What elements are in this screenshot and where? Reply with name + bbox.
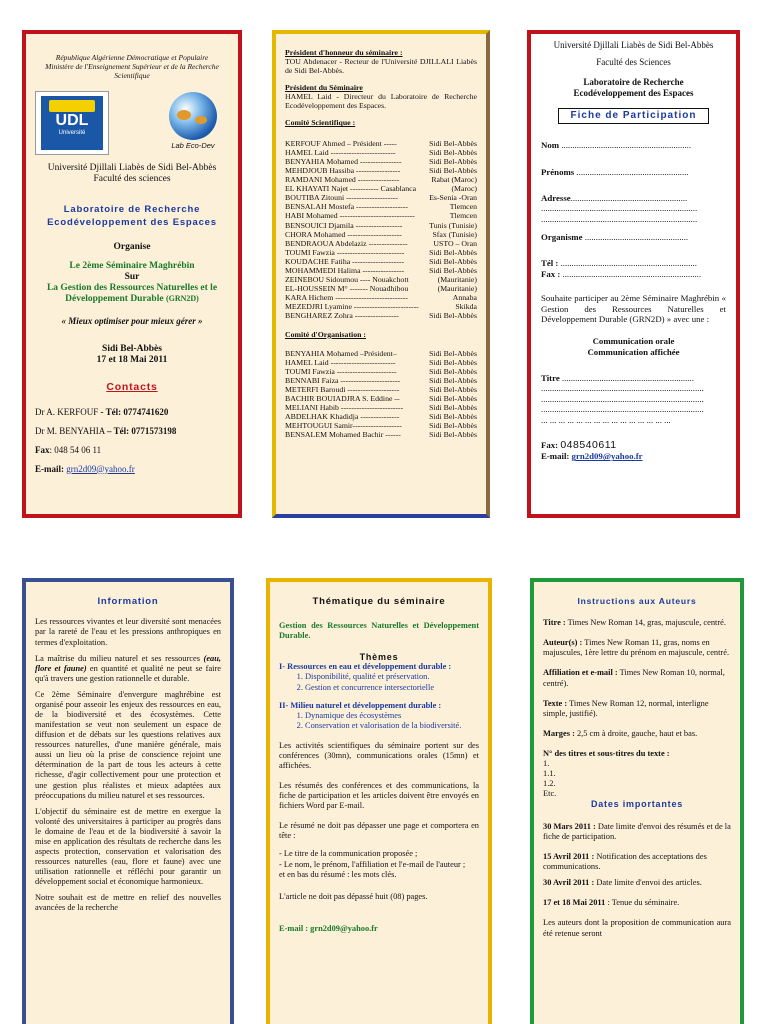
organisation-member bbox=[285, 412, 477, 421]
date-4-date: 17 et 18 Mai 2011 bbox=[543, 898, 606, 908]
scientific-member-place: (Mauritanie) bbox=[437, 274, 477, 284]
scientific-member bbox=[285, 211, 477, 220]
form-email-label: E-mail: bbox=[541, 451, 570, 462]
date-2-text: Notification des acceptations des communications. bbox=[543, 852, 707, 872]
organisation-member-name: BENNABI Faiza ----------------------- bbox=[285, 375, 401, 385]
organisation-member-place: Sidi Bel-Abbès bbox=[429, 375, 477, 385]
organisation-member bbox=[285, 430, 477, 439]
organisation-member-name: BENYAHIA Mohamed –Président– bbox=[285, 348, 397, 358]
organisation-member bbox=[285, 358, 477, 367]
scientific-member bbox=[285, 221, 477, 230]
scientific-member-name: BENDRAOUA Abdelaziz --------------- bbox=[285, 238, 408, 248]
organisation-member bbox=[285, 403, 477, 412]
lab-name: Laboratoire de Recherche Ecodéveloppement des Espaces bbox=[47, 203, 217, 229]
instr-auteurs bbox=[543, 638, 731, 658]
info-p2-a: La maîtrise du milieu naturel et ses ressources bbox=[35, 653, 204, 663]
scientific-member-name: HAMEL Laid ------------------------- bbox=[285, 148, 396, 158]
date-3 bbox=[543, 878, 731, 888]
organisation-member-place: Sidi Bel-Abbès bbox=[429, 385, 477, 394]
honor-text: TOU Abdenacer - Recteur de l'Université DJILLALI Liabès de Sidi Bel-Abbès. bbox=[285, 57, 477, 76]
organisme-label: Organisme bbox=[541, 232, 583, 243]
organise-text: Organise bbox=[113, 241, 151, 252]
organisation-member-place: Sidi Bel-Abbès bbox=[429, 403, 477, 413]
instr-titre-label: Titre : bbox=[543, 618, 566, 628]
numbering-item: Etc. bbox=[543, 789, 557, 799]
acronym-text: (GRN2D) bbox=[165, 294, 199, 304]
instr-auteurs-label: Auteur(s) : bbox=[543, 638, 583, 648]
scientific-member-name: KARA Hichem ---------------------------- bbox=[285, 292, 408, 302]
adresse-label: Adresse bbox=[541, 192, 571, 203]
instr-marges bbox=[543, 729, 731, 739]
instr-last: Les auteurs dont la proposition de communication aura été retenue seront bbox=[543, 918, 731, 938]
panel-thematique bbox=[266, 578, 492, 1024]
scientific-member-name: CHORA Mohamed --------------------- bbox=[285, 229, 402, 239]
scientific-member-name: KOUDACHE Fatiha -------------------- bbox=[285, 256, 405, 266]
scientific-member-name: BENGHAREZ Zohra ----------------- bbox=[285, 310, 399, 320]
info-p4: L'objectif du séminaire est de mettre en exergue la volonté des universitaires à participer au progrès dans le domaine de l'eau et de la biodiversité à savoir la mise en application des résultats de recherche dans les aspects protection, conservation et valorisation des ressources naturelles (eau, flore et faune) avec une utilisation rationnelle et réfléchi pour garantir un développement social et économique harmonieux. bbox=[35, 806, 221, 887]
scientific-member bbox=[285, 157, 477, 166]
logo-bar-icon bbox=[49, 100, 95, 112]
tel-field[interactable]: Tél : .............................................................. bbox=[541, 258, 697, 269]
univ-logo-label: Université bbox=[58, 129, 86, 136]
numbering-item: 1. bbox=[543, 758, 550, 768]
theme-2-item: 2. Conservation et valorisation de la biodiversité. bbox=[305, 721, 479, 731]
lab-logo bbox=[157, 92, 229, 154]
scientific-member-name: RAMDANI Mohamed ---------------- bbox=[285, 175, 400, 185]
contact-1-name: Dr A. KERFOUF bbox=[35, 406, 99, 417]
scientific-member-place: USTO – Oran bbox=[433, 238, 477, 248]
organisation-member-name: BENSALEM Mohamed Bachir ------ bbox=[285, 430, 401, 440]
scientific-member-name: BOUTIBA Zitouni -------------------- bbox=[285, 193, 399, 203]
motto: « Mieux optimiser pour mieux gérer » bbox=[61, 315, 203, 326]
scientific-member bbox=[285, 275, 477, 284]
scientific-member-place: Tlemcen bbox=[449, 202, 477, 212]
form-lab: Laboratoire de Recherche Ecodéveloppement des Espaces bbox=[573, 77, 694, 98]
nom-label: Nom bbox=[541, 140, 560, 151]
info-p3: Ce 2ème Séminaire d'envergure maghrébine est organisé pour asseoir les enjeux des ressources en eau, de la biodiversité et des écosystèmes. Cette manifestation se veut non seulement un espace de diffusion et de débats sur les questions relatives aux ressources naturelles, d'une manière générale, mais aussi un lieu où la prise de conscience rejoint une détermination de la part de tous les acteurs à cette richesse, d'agir collectivement pour une protection et une gestion plus réalistes et mieux adaptées aux préoccupations du milieu naturel et ses ressources. bbox=[35, 689, 221, 800]
scientific-member-place: Sidi Bel-Abbès bbox=[429, 256, 477, 266]
date-2-date: 15 Avril 2011 : bbox=[543, 852, 595, 862]
date-2 bbox=[543, 852, 731, 872]
organisation-member bbox=[285, 367, 477, 376]
sur-text: Sur bbox=[124, 271, 140, 282]
organisation-member bbox=[285, 349, 477, 358]
scientific-member bbox=[285, 302, 477, 311]
scientific-member bbox=[285, 248, 477, 257]
scientific-member bbox=[285, 239, 477, 248]
nom-field[interactable]: Nom ........................................................... bbox=[541, 140, 692, 151]
them-p4b: - Le nom, le prénom, l'affiliation et l'e-mail de l'auteur ; bbox=[279, 859, 466, 869]
scientific-member bbox=[285, 257, 477, 266]
organisation-member-name: ABDELHAK Khadidja --------------- bbox=[285, 412, 400, 422]
organisation-member-place: Sidi Bel-Abbès bbox=[429, 412, 477, 422]
contact-2-name: Dr M. BENYAHIA bbox=[35, 425, 105, 436]
lab-logo-label: Lab Eco-Dev bbox=[171, 140, 215, 150]
theme-1-item: 2. Gestion et concurrence intersectorielle bbox=[305, 683, 479, 693]
organisation-member-name: TOUMI Fawzia ----------------------- bbox=[285, 366, 397, 376]
place: Sidi Bel-Abbès bbox=[102, 344, 162, 355]
instr-texte-label: Texte : bbox=[543, 698, 568, 708]
fax-label: Fax : bbox=[541, 268, 561, 279]
organisation-member-place: Sidi Bel-Abbès bbox=[429, 348, 477, 358]
scientific-member bbox=[285, 184, 477, 193]
organisation-title: Comité d'Organisation : bbox=[285, 329, 366, 339]
instr-texte-text: Times New Roman 12, normal, interligne simple, justifié). bbox=[543, 698, 709, 718]
them-p4a: - Le titre de la communication proposée ; bbox=[279, 849, 418, 859]
info-title: Information bbox=[97, 596, 159, 607]
prenoms-field[interactable]: Prénoms ................................................... bbox=[541, 166, 689, 177]
instr-titre bbox=[543, 618, 731, 628]
scientific-member-name: EL-HOUSSEIN M° ------- Nouadhibou bbox=[285, 283, 409, 293]
scientific-member-place: Tlemcen bbox=[449, 211, 477, 221]
scientific-member bbox=[285, 166, 477, 175]
theme-2-item: 1. Dynamique des écosystèmes bbox=[305, 711, 479, 721]
titre-field[interactable]: Titre ............................................................ .......................................................................... .......................................................................... .......................................................................... ... ... ... ... ... ... ... ... ... ... ... ... ... ... ... bbox=[541, 373, 704, 425]
form-email-link[interactable]: grn2d09@yahoo.fr bbox=[571, 451, 643, 462]
scientific-member-place: Es-Senia -Oran bbox=[429, 193, 477, 203]
theme-1-item: 1. Disponibilité, qualité et préservation. bbox=[305, 672, 479, 682]
date-1-text: Date limite d'envoi des résumés et de la fiche de participation. bbox=[543, 822, 731, 842]
organisation-member-place: Sidi Bel-Abbès bbox=[429, 430, 477, 440]
scientific-member-name: MEZEDJRI Lyamine ------------------------- bbox=[285, 301, 419, 311]
scientific-member bbox=[285, 139, 477, 148]
dates-title: Dates importantes bbox=[590, 799, 684, 810]
numbering-list bbox=[543, 759, 731, 799]
form-faculty: Faculté des Sciences bbox=[596, 56, 671, 67]
scientific-member-place: Sidi Bel-Abbès bbox=[429, 265, 477, 275]
scientific-member-place: Sidi Bel-Abbès bbox=[429, 310, 477, 320]
president-title: Président du Séminaire bbox=[285, 83, 363, 93]
scientific-member bbox=[285, 175, 477, 184]
scientific-member-place: Sidi Bel-Abbès bbox=[429, 139, 477, 149]
scientific-member bbox=[285, 284, 477, 293]
contact-2 bbox=[35, 422, 229, 441]
scientific-member bbox=[285, 266, 477, 275]
themes-heading: Thèmes bbox=[359, 651, 399, 662]
dates: 17 et 18 Mai 2011 bbox=[96, 355, 168, 366]
info-p2-b: (eau, flore et faune) bbox=[35, 653, 221, 673]
scientific-member-place: Annaba bbox=[452, 292, 477, 302]
scientific-member-name: MEHDJOUB Hassiba ----------------- bbox=[285, 166, 401, 176]
organisation-member bbox=[285, 376, 477, 385]
instr-texte bbox=[543, 699, 731, 719]
scientific-member-place: Sfax (Tunisie) bbox=[432, 229, 477, 239]
them-title: Thématique du séminaire bbox=[312, 596, 446, 607]
organisation-member bbox=[285, 421, 477, 430]
panel-committees bbox=[272, 30, 490, 518]
president-text: HAMEL Laid - Directeur du Laboratoire de Recherche Ecodéveloppement des Espaces. bbox=[285, 92, 477, 111]
numbering-item: 1.1. bbox=[543, 768, 556, 778]
date-1 bbox=[543, 822, 731, 842]
email-label: E-mail: bbox=[35, 463, 64, 474]
scientific-member-name: MOHAMMEDI Halima ---------------- bbox=[285, 265, 405, 275]
fax-field[interactable]: Fax : ............................................................... bbox=[541, 268, 702, 279]
numbering-item: 1.2. bbox=[543, 779, 556, 789]
tel-label: Tél : bbox=[541, 258, 559, 269]
scientific-member bbox=[285, 148, 477, 157]
organisation-member bbox=[285, 385, 477, 394]
theme-1-list bbox=[279, 672, 479, 692]
theme-2-title: II- Milieu naturel et développement durable : bbox=[279, 700, 442, 710]
prenoms-label: Prénoms bbox=[541, 166, 575, 177]
form-fax-line bbox=[541, 439, 726, 451]
date-3-date: 30 Avril 2011 : bbox=[543, 878, 595, 888]
organisation-member-place: Sidi Bel-Abbès bbox=[429, 357, 477, 367]
scientific-member bbox=[285, 230, 477, 239]
organisation-member-name: MELIANI Habib ------------------------ bbox=[285, 403, 404, 413]
scientific-member-place: Skikda bbox=[455, 301, 477, 311]
seminar-theme bbox=[35, 283, 229, 305]
info-p2-c: en quantité et qualité ne peut se faire qu'à travers une gestion rationnelle et durable. bbox=[35, 663, 222, 683]
scientific-member-place: Sidi Bel-Abbès bbox=[429, 166, 477, 176]
faculty-name: Faculté des sciences bbox=[93, 173, 171, 184]
theme-2-list bbox=[279, 711, 479, 731]
organisation-member-place: Sidi Bel-Abbès bbox=[429, 394, 477, 404]
date-3-text: Date limite d'envoi des articles. bbox=[594, 878, 702, 888]
scientific-member-name: BENSOUICI Djamila ------------------ bbox=[285, 220, 403, 230]
info-p5: Notre souhait est de mettre en relief des nouvelles avancées de la recherche bbox=[35, 893, 221, 913]
scientific-member-name: TOUMI Fawzia -------------------------- bbox=[285, 247, 405, 257]
organisation-member-name: MEHTOUGUI Samir------------------- bbox=[285, 421, 402, 431]
email-line bbox=[35, 460, 229, 479]
organisation-list bbox=[285, 349, 477, 439]
organisation-member-name: HAMEL Laid ------------------------- bbox=[285, 357, 396, 367]
scientific-member-name: KERFOUF Ahmed – Président ----- bbox=[285, 139, 397, 149]
scientific-member bbox=[285, 293, 477, 302]
them-email[interactable]: E-mail : grn2d09@yahoo.fr bbox=[279, 923, 378, 933]
contacts-block bbox=[35, 403, 229, 479]
instr-marges-text: 2,5 cm à droite, gauche, haut et bas. bbox=[574, 728, 698, 738]
panel-information bbox=[22, 578, 234, 1024]
instr-affil-text: Times New Roman 10, normal, centré). bbox=[543, 668, 725, 688]
scientific-member bbox=[285, 311, 477, 320]
scientific-member-place: Sidi Bel-Abbès bbox=[429, 157, 477, 167]
honor-title: Président d'honneur du séminaire : bbox=[285, 48, 403, 57]
titre-label: Titre bbox=[541, 373, 560, 384]
date-4-text: : Tenue du séminaire. bbox=[605, 898, 680, 908]
republic-text: République Algérienne Démocratique et Populaire bbox=[55, 53, 209, 62]
organisation-member bbox=[285, 394, 477, 403]
organisation-member-name: BACHIR BOUIADJRA S. Eddine -- bbox=[285, 394, 400, 404]
seminar-title: Le 2ème Séminaire Maghrébin bbox=[69, 260, 195, 271]
scientific-member bbox=[285, 202, 477, 211]
form-fax-value: 048540611 bbox=[560, 438, 617, 451]
scientific-member-place: (Mauritanie) bbox=[437, 283, 477, 293]
date-1-date: 30 Mars 2011 : bbox=[543, 822, 596, 831]
them-intro: Gestion des Ressources Naturelles et Développement Durable. bbox=[279, 621, 479, 641]
contacts-title: Contacts bbox=[106, 380, 158, 393]
them-p5: L'article ne doit pas dépassé huit (08) pages. bbox=[279, 891, 428, 901]
date-4 bbox=[543, 898, 731, 908]
university-logo bbox=[35, 91, 109, 155]
contact-2-tel: – Tél: 0771573198 bbox=[107, 425, 177, 436]
logo-mark-icon: UDL bbox=[55, 111, 89, 129]
scientific-title: Comité Scientifique : bbox=[285, 118, 356, 128]
scientific-member bbox=[285, 193, 477, 202]
fax-value: : 048 54 06 11 bbox=[49, 444, 102, 455]
scientific-member-name: BENSALAH Mostefa -------------------- bbox=[285, 202, 408, 212]
email-link[interactable]: grn2d09@yahoo.fr bbox=[66, 463, 135, 474]
scientific-member-place: Rabat (Maroc) bbox=[431, 175, 477, 185]
them-p2: Les résumés des conférences et des communications, la fiche de participation et les articles doivent être envoyés en fichiers Word par E-mail. bbox=[279, 781, 479, 811]
scientific-member-name: ZEINEBOU Sidoumou ---- Nouakchott bbox=[285, 274, 409, 284]
organisation-member-place: Sidi Bel-Abbès bbox=[429, 421, 477, 431]
organisation-member-place: Sidi Bel-Abbès bbox=[429, 366, 477, 376]
scientific-member-name: BENYAHIA Mohamed ---------------- bbox=[285, 157, 402, 167]
panel-instructions bbox=[530, 578, 744, 1024]
theme-1-title: I- Ressources en eau et développement durable : bbox=[279, 662, 452, 672]
them-p3: Le résumé ne doit pas dépasser une page et comportera en tête : bbox=[279, 821, 479, 841]
adresse-field[interactable]: Adresse..................................................... ....................................................................... ....................................................................... bbox=[541, 192, 698, 224]
instr-affil-label: Affiliation et e-mail : bbox=[543, 668, 618, 678]
instr-titre-text: Times New Roman 14, gras, majuscule, centré. bbox=[565, 618, 726, 628]
fax-label: Fax bbox=[35, 444, 50, 455]
contact-1-tel: - Tél: 0774741620 bbox=[100, 406, 169, 417]
form-university: Université Djillali Liabès de Sidi Bel-Abbès bbox=[553, 40, 714, 50]
instr-auteurs-text: Times New Roman 11, gras, noms en majuscules, 1ère lettre du prénom en majuscule, centré. bbox=[543, 638, 730, 658]
scientific-member-place: Sidi Bel-Abbès bbox=[429, 247, 477, 257]
scientific-list bbox=[285, 139, 477, 320]
panel-form bbox=[527, 30, 740, 518]
scientific-member-place: Tunis (Tunisie) bbox=[429, 220, 477, 230]
ministry-text: Ministère de l'Enseignement Supérieur et de la Recherche Scientifique bbox=[45, 61, 219, 80]
scientific-member-place: Sidi Bel-Abbès bbox=[429, 148, 477, 158]
instr-title: Instructions aux Auteurs bbox=[577, 596, 697, 606]
souhaite-text: Souhaite participer au 2ème Séminaire Maghrébin « Gestion des Ressources Naturelles et Développement Durable (GRN2D) » avec une : bbox=[541, 293, 726, 324]
them-p1: Les activités scientifiques du séminaire portent sur des conférences (30mn), communications orales (15mn) et affichées. bbox=[279, 740, 479, 770]
info-p2 bbox=[35, 654, 221, 684]
them-p4c: et en bas du résumé : les mots clés. bbox=[279, 869, 397, 879]
scientific-member-name: HABI Mohamed ----------------------------- bbox=[285, 211, 415, 221]
fax-line bbox=[35, 441, 229, 460]
instr-marges-label: Marges : bbox=[543, 728, 575, 738]
form-email-line bbox=[541, 451, 726, 461]
form-title: Fiche de Participation bbox=[558, 108, 710, 124]
instr-numeros: N° des titres et sous-titres du texte : bbox=[543, 748, 670, 758]
university-name: Université Djillali Liabès de Sidi Bel-Abbès bbox=[47, 162, 217, 173]
panel-cover bbox=[22, 30, 242, 518]
instr-affil bbox=[543, 668, 731, 688]
info-p1: Les ressources vivantes et leur diversité sont menacées par la rareté de l'eau et les pressions anthropiques en termes d'exploitation. bbox=[35, 617, 221, 647]
scientific-member-place: (Maroc) bbox=[451, 184, 477, 194]
organisation-member-name: METERFI Baroudi -------------------- bbox=[285, 385, 400, 394]
logos-row bbox=[35, 91, 229, 155]
contact-1 bbox=[35, 403, 229, 422]
theme-text: La Gestion des Ressources Naturelles et le Développement Durable bbox=[46, 283, 218, 305]
globe-icon bbox=[169, 92, 217, 140]
form-fax-label: Fax: bbox=[541, 439, 559, 450]
scientific-member-name: EL KHAYATI Najet ----------- Casablanca bbox=[285, 184, 417, 194]
organisme-field[interactable]: Organisme ............................................... bbox=[541, 232, 689, 243]
comm-orale-option[interactable]: Communication orale bbox=[592, 336, 675, 347]
comm-affichee-option[interactable]: Communication affichée bbox=[587, 346, 680, 357]
